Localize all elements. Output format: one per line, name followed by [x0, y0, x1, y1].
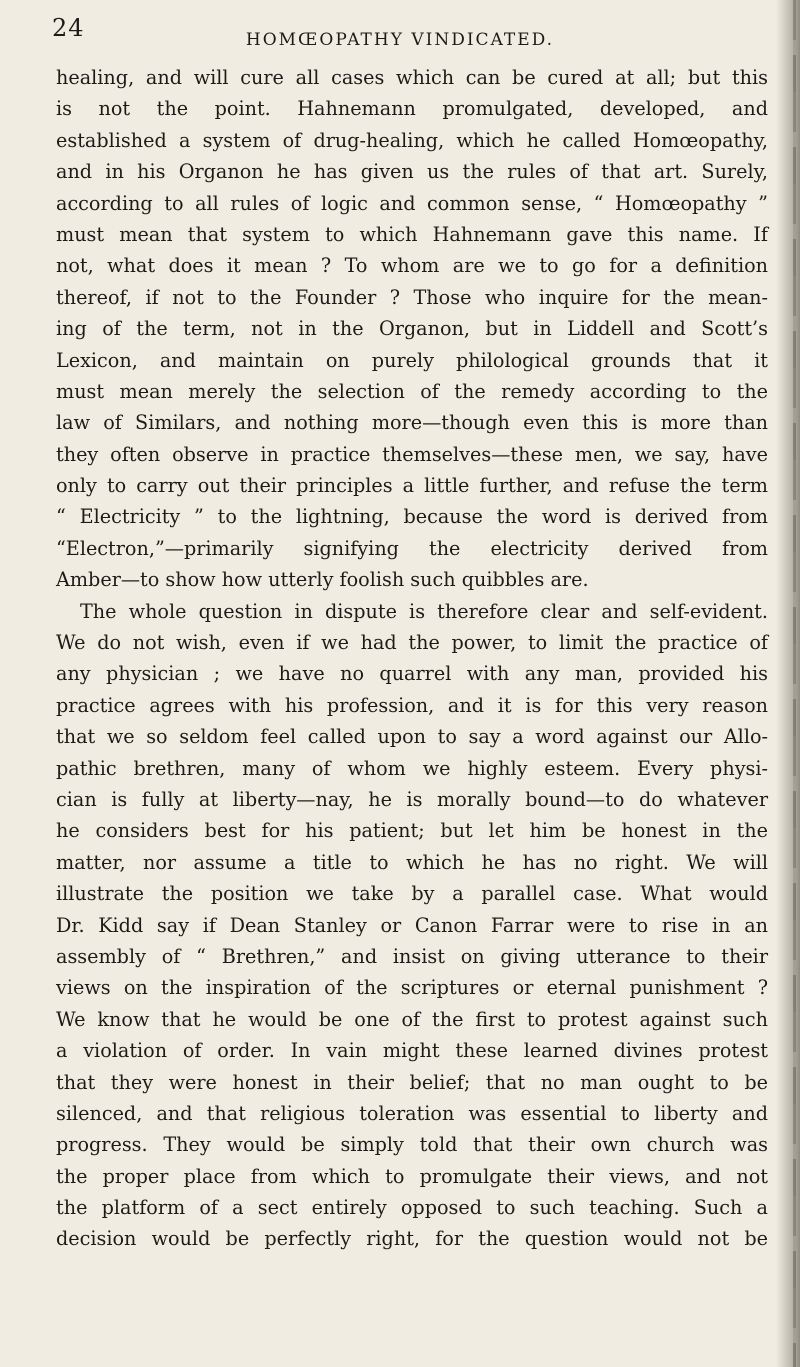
text-line: that they were honest in their belief; that no man ought to be — [56, 1070, 768, 1094]
text-line: Dr. Kidd say if Dean Stanley or Canon Farrar were to rise in an — [56, 913, 768, 937]
text-line: the proper place from which to promulgate their views, and not — [56, 1164, 768, 1188]
page-edge-marks — [793, 0, 796, 1367]
text-line: that we so seldom feel called upon to say a word against our Allo- — [56, 725, 768, 749]
text-line: Lexicon, and maintain on purely philological grounds that it — [56, 348, 768, 372]
page-number: 24 — [52, 14, 85, 42]
running-head: HOMŒOPATHY VINDICATED. — [245, 30, 555, 50]
text-line: ing of the term, not in the Organon, but in Liddell and Scott’s — [56, 317, 768, 341]
text-line: they often observe in practice themselves—these men, we say, have — [56, 442, 768, 466]
text-line: must mean merely the selection of the remedy according to the — [56, 379, 768, 403]
text-line: established a system of drug-healing, which he called Homœopathy, — [56, 128, 768, 152]
text-line: cian is fully at liberty—nay, he is morally bound—to do whatever — [56, 787, 768, 811]
text-line: assembly of “ Brethren,” and insist on giving utterance to their — [56, 944, 768, 968]
text-line: decision would be perfectly right, for the question would not be — [56, 1227, 768, 1251]
text-line: must mean that system to which Hahnemann gave this name. If — [56, 222, 768, 246]
text-line: he considers best for his patient; but let him be honest in the — [56, 819, 768, 843]
text-line: practice agrees with his profession, and it is for this very reason — [56, 693, 768, 717]
page-header — [0, 0, 800, 56]
text-line: Amber—to show how utterly foolish such quibbles are. — [56, 568, 589, 592]
text-line: The whole question in dispute is therefore clear and self-evident. — [80, 599, 768, 623]
text-line: according to all rules of logic and common sense, “ Homœopathy ” — [56, 191, 768, 215]
text-line: not, what does it mean ? To whom are we to go for a definition — [56, 254, 768, 278]
text-line: thereof, if not to the Founder ? Those who inquire for the mean- — [56, 285, 768, 309]
text-line: the platform of a sect entirely opposed to such teaching. Such a — [56, 1196, 768, 1220]
text-line: illustrate the position we take by a parallel case. What would — [56, 882, 768, 906]
text-line: We do not wish, even if we had the power, to limit the practice of — [56, 631, 768, 655]
text-line: matter, nor assume a title to which he has no right. We will — [56, 850, 768, 874]
text-line: law of Similars, and nothing more—though even this is more than — [56, 411, 768, 435]
text-line: is not the point. Hahnemann promulgated, developed, and — [56, 97, 768, 121]
text-line: “Electron,”—primarily signifying the electricity derived from — [56, 536, 768, 560]
text-line: We know that he would be one of the first to protest against such — [56, 1007, 768, 1031]
text-line: progress. They would be simply told that their own church was — [56, 1133, 768, 1157]
page-edge-shadow — [776, 0, 800, 1367]
text-line: views on the inspiration of the scriptures or eternal punishment ? — [56, 976, 768, 1000]
text-line: pathic brethren, many of whom we highly esteem. Every physi- — [56, 756, 768, 780]
text-line: healing, and will cure all cases which can be cured at all; but this — [56, 66, 768, 89]
text-line: “ Electricity ” to the lightning, because the word is derived from — [56, 505, 768, 529]
text-line: any physician ; we have no quarrel with any man, provided his — [56, 662, 768, 686]
text-line: a violation of order. In vain might these learned divines protest — [56, 1039, 768, 1063]
text-line: and in his Organon he has given us the rules of that art. Surely, — [56, 160, 768, 184]
text-line: silenced, and that religious toleration was essential to liberty and — [56, 1101, 768, 1125]
body-text — [56, 62, 768, 1255]
text-line: only to carry out their principles a little further, and refuse the term — [56, 474, 768, 498]
